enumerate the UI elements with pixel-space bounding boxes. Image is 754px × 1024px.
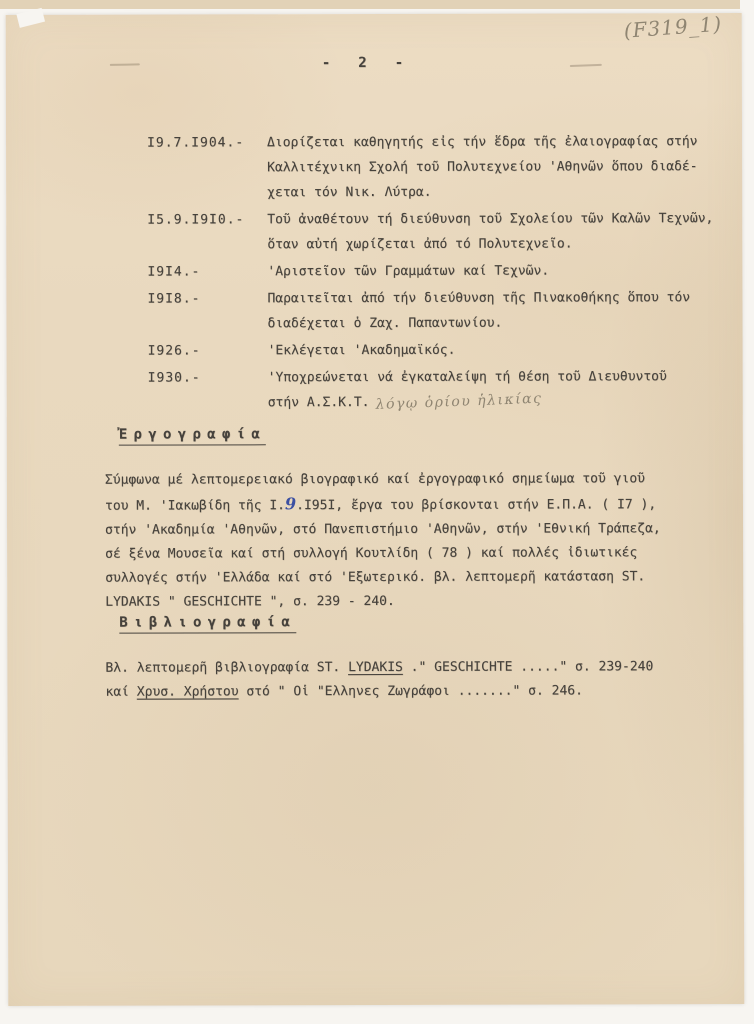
timeline-date: I5.9.I9I0.- (147, 212, 245, 228)
timeline-entry (148, 337, 727, 364)
typed-text: Καλλιτέχνικη Σχολή τοῦ Πολυτεχνείου 'Αθηνῶν ὅπου διαδέ- (267, 159, 698, 176)
timeline-entry (147, 258, 726, 285)
timeline-entry (147, 206, 726, 258)
pencil-dash-left (110, 63, 140, 66)
paragraph-line (105, 467, 725, 493)
archival-code-annotation: (F319_1) (622, 11, 723, 43)
timeline-line (267, 258, 726, 284)
typed-text: συλλογές στήν 'Ελλάδα καί στό 'Εξωτερικό. βλ. λεπτομερῆ κατάσταση ST. (105, 569, 646, 586)
timeline-date: I9I4.- (147, 264, 201, 280)
timeline-entry (147, 129, 726, 206)
timeline-line (267, 179, 726, 205)
timeline-line (267, 231, 726, 257)
pencil-dash-right (570, 64, 602, 67)
typed-text: στό " Οἱ "Ελληνες Ζωγράφοι ......." σ. 246. (238, 683, 583, 700)
timeline-text (267, 285, 726, 336)
paragraph-line (105, 541, 725, 567)
handwritten-blue-digit: 9 (284, 494, 297, 514)
paragraph-line (105, 517, 725, 543)
timeline-line (268, 337, 727, 363)
section-heading: Ἐργογραφία (119, 426, 266, 445)
handwritten-pencil-note: λόγῳ ὁρίου ἡλικίας (375, 390, 543, 413)
timeline-text (267, 129, 726, 205)
timeline-line (267, 129, 726, 155)
paper-sheet (6, 13, 745, 1006)
timeline-text (267, 258, 726, 284)
typed-text: ." GESCHICHTE ....." σ. 239-240 (402, 659, 654, 675)
paragraph-line (105, 491, 725, 519)
biography-timeline (147, 129, 727, 416)
typed-text: Τοῦ ἀναθέτουν τή διεύθυνση τοῦ Σχολείου τῶν Καλῶν Τεχνῶν, (267, 211, 714, 228)
typed-text: ὅταν αὐτή χωρίζεται ἀπό τό Πολυτεχνεῖο. (267, 236, 573, 253)
section-bibliografia (105, 610, 725, 705)
typed-text: Διορίζεται καθηγητής εἰς τήν ἕδρα τῆς ἐλαιογραφίας στήν (267, 134, 698, 151)
typed-text: Βλ. λεπτομερῆ βιβλιογραφία ST. (105, 660, 349, 676)
typed-text: σέ ξένα Μουσεῖα καί στή συλλογή Κουτλίδη ( 78 ) καί πολλές ἰδιωτικές (105, 545, 638, 562)
typed-text: στήν Α.Σ.Κ.Τ. (267, 395, 370, 411)
typed-text: 'Υποχρεώνεται νά ἐγκαταλείψη τή θέση τοῦ Διευθυντοῦ (267, 369, 667, 386)
timeline-text (268, 337, 727, 363)
paragraph-line (105, 565, 725, 591)
timeline-text (267, 206, 726, 257)
typed-text: .Ι95Ι, ἔργα του βρίσκονται στήν Ε.Π.Α. ( Ι7 ), (296, 497, 657, 514)
timeline-line (267, 206, 726, 232)
timeline-date: I930.- (147, 370, 201, 386)
timeline-line (267, 154, 726, 180)
typed-text: Παραιτεῖται ἀπό τήν διεύθυνση τῆς Πινακοθήκης ὅπου τόν (267, 290, 691, 307)
typed-text: χεται τόν Νικ. Λύτρα. (267, 184, 432, 201)
timeline-line (268, 364, 727, 390)
underlined-text: LYDAKIS (348, 659, 403, 676)
section-ergografia (105, 422, 725, 615)
section-paragraph (105, 655, 725, 705)
timeline-entry (147, 285, 726, 337)
typed-text: 'Αριστεῖον τῶν Γραμμάτων καί Τεχνῶν. (267, 263, 550, 280)
typed-text: LYDAKIS " GESCHICHTE ", σ. 239 - 240. (105, 593, 395, 610)
timeline-line (267, 285, 726, 311)
typed-text: 'Εκλέγεται 'Ακαδημαϊκός. (267, 342, 456, 359)
paragraph-line (105, 679, 725, 705)
timeline-date: I926.- (147, 343, 201, 359)
timeline-date: I9.7.I904.- (147, 135, 245, 151)
typed-text: διαδέχεται ὁ Ζαχ. Παπαντωνίου. (267, 315, 503, 332)
page-number: - 2 - (321, 54, 414, 72)
timeline-date: I9I8.- (147, 291, 201, 307)
timeline-line (267, 310, 726, 336)
adjacent-sheet-edge (0, 0, 740, 9)
typed-text: στήν 'Ακαδημία 'Αθηνῶν, στό Πανεπιστήμιο 'Αθηνῶν, στήν 'Εθνική Τράπεζα, (105, 521, 661, 538)
underlined-text: Χρυσ. Χρήστου (136, 684, 239, 700)
typed-text: του Μ. 'Ιακωβίδη τῆς Ι. (104, 498, 286, 514)
timeline-entry (148, 364, 727, 416)
timeline-text (268, 364, 727, 415)
typed-text: Σύμφωνα μέ λεπτομερειακό βιογραφικό καί ἐργογραφικό σημείωμα τοῦ γιοῦ (104, 471, 645, 488)
section-paragraph (105, 467, 725, 615)
paragraph-line (105, 655, 725, 681)
timeline-line (268, 389, 727, 415)
section-heading: Βιβλιογραφία (119, 614, 296, 633)
typed-text: καί (105, 684, 137, 700)
